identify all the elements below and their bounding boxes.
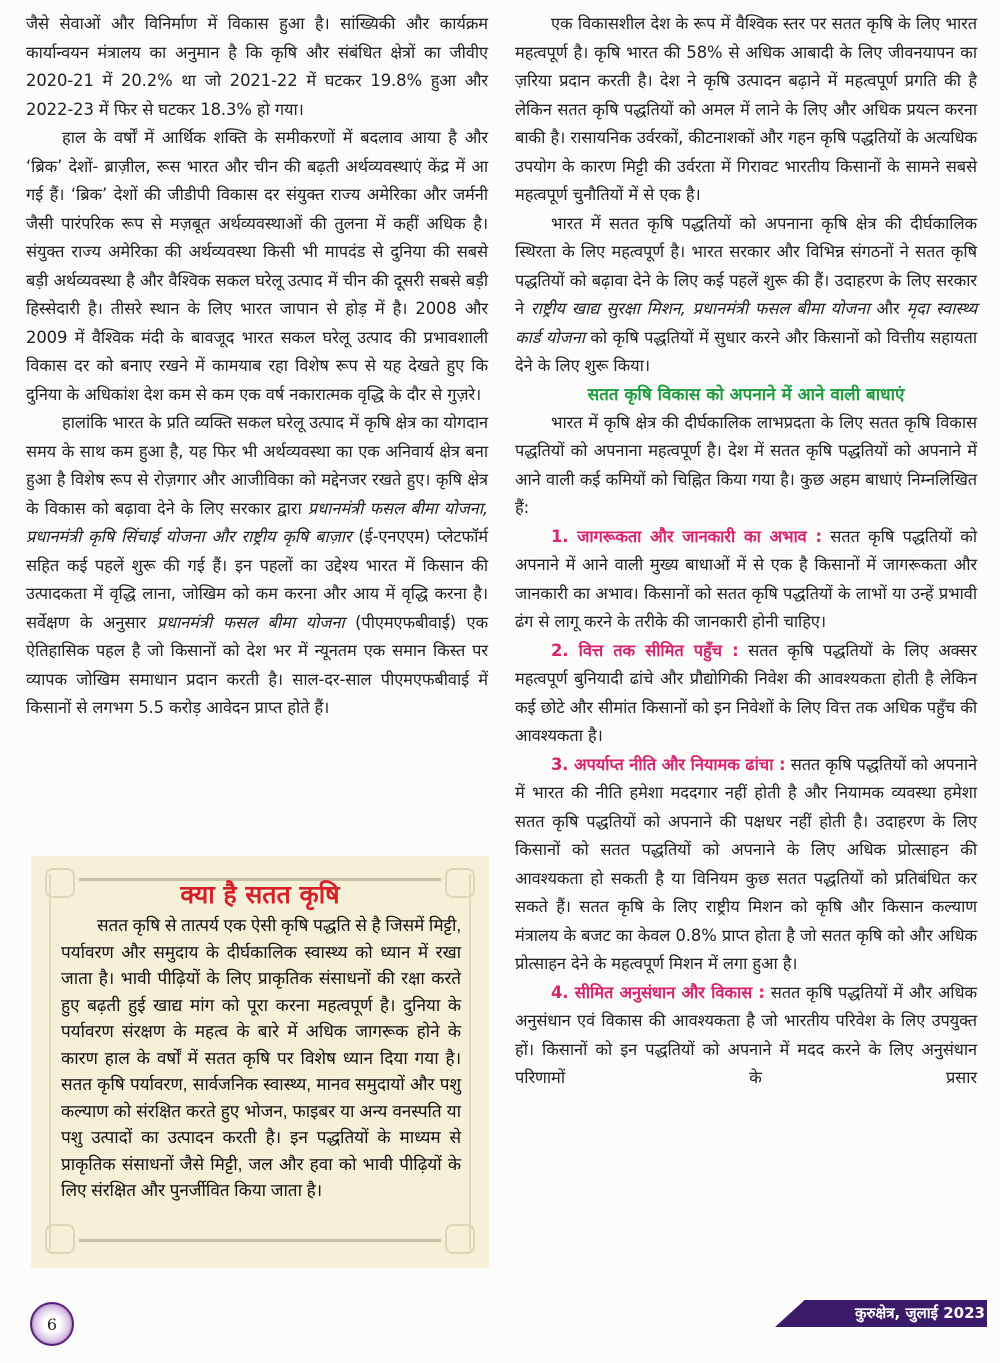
page-number-badge [30, 1302, 74, 1346]
point-heading: 4. सीमित अनुसंधान और विकास : [551, 982, 765, 1002]
point-text: सतत कृषि पद्धतियों को अपनाने में आने वाली मुख्य बाधाओं में से एक है किसानों में जागरूकता और जानकारी का अभाव। किसानों को सतत कृषि पद्धतियों के लाभों या उन्हें प्रभावी ढंग से लागू करने के तरीके की जानकारी होनी चाहिए। [515, 526, 977, 631]
box-rule-bottom [79, 1239, 441, 1242]
point-text: सतत कृषि पद्धतियों में और अधिक अनुसंधान एवं विकास की आवश्यकता है जो भारतीय परिवेश के लिए उपयुक्त हों। किसानों को इन पद्धतियों को अपनाने में मदद करने के लिए अनुसंधान परिणामों के प्रसार [515, 982, 978, 1087]
point-heading: 3. अपर्याप्त नीति और नियामक ढांचा : [551, 754, 786, 774]
paragraph: जैसे सेवाओं और विनिर्माण में विकास हुआ है। सांख्यिकी और कार्यक्रम कार्यान्वयन मंत्रालय का अनुमान है कि कृषि और संबंधित क्षेत्रों का जीवीए 2020-21 में 20.2% था जो 2021-22 में घटकर 19.8% हुआ और 2022-23 में फिर से घटकर 18.3% हो गया। [26, 14, 488, 119]
point-item [515, 979, 977, 1093]
point-text: सतत कृषि पद्धतियों को अपनाने में भारत की नीति हमेशा मददगार नहीं होती है और नियामक व्यवस्था हमेशा सतत कृषि पद्धतियों को अपनाने की पक्षधर नहीं होती है। उदाहरण के लिए किसानों को सतत पद्धतियों को अपनाने के लिए अधिक प्रोत्साहन की आवश्यकता हो सकती है या विनियम कुछ सतत पद्धतियों को प्रतिबंधित कर सकते हैं। सतत कृषि के लिए राष्ट्रीय मिशन को कृषि और किसान कल्याण मंत्रालय के बजट का केवल 0.8% प्राप्त होता है जो सतत कृषि को और अधिक प्रोत्साहन देने के महत्वपूर्ण मिशन में लगा हुआ है। [515, 754, 977, 973]
box-paragraph: सतत कृषि से तात्पर्य एक ऐसी कृषि पद्धति से है जिसमें मिट्टी, पर्यावरण और समुदाय के दीर्घकालिक स्वास्थ्य को ध्यान में रखा जाता है। भावी पीढ़ियों के लिए प्राकृतिक संसाधनों की रक्षा करते हुए बढ़ती हुई खाद्य मांग को पूरा करना महत्वपूर्ण है। दुनिया के पर्यावरण संरक्षण के महत्व के बारे में अधिक जागरूक होने के कारण हाल के वर्षों में सतत कृषि पर विशेष ध्यान दिया गया है। सतत कृषि पर्यावरण, सार्वजनिक स्वास्थ्य, मानव समुदायों और पशु कल्याण को संरक्षित करते हुए भोजन, फाइबर या अन्य वनस्पति या पशु उत्पादों का उत्पादन करती है। इन पद्धतियों के माध्यम से प्राकृतिक संसाधनों जैसे मिट्टी, जल और हवा को भावी पीढ़ियों के लिए संरक्षित और पुनर्जीवित किया जाता है। [61, 915, 461, 1200]
box-title: क्या है सतत कृषि [180, 880, 340, 909]
paragraph-text: (ई-एनएएम) प्लेटफॉर्म सहित कई पहलें शुरू की गई हैं। इन पहलों का उद्देश्य भारत में किसान की उत्पादकता में वृद्धि लाना, जोखिम को कम करना और आय में वृद्धि करना है। सर्वेक्षण के अनुसार [26, 527, 488, 632]
scheme-name: प्रधानमंत्री फसल बीमा योजना [156, 612, 345, 632]
page-number: 6 [46, 1314, 58, 1334]
point-item [515, 523, 977, 637]
scheme-names: प्रधानमंत्री फसल बीमा योजना, प्रधानमंत्री कृषि सिंचाई योजना और राष्ट्रीय कृषि बाज़ार [26, 498, 488, 546]
paragraph: हाल के वर्षों में आर्थिक शक्ति के समीकरणों में बदलाव आया है और ‘ब्रिक’ देशों- ब्राज़ील, रूस भारत और चीन की बढ़ती अर्थव्यवस्थाएं केंद्र में आ गई हैं। ‘ब्रिक’ देशों की जीडीपी विकास दर संयुक्त राज्य अमेरिका और जर्मनी जैसी पारंपरिक रूप से मज़बूत अर्थव्यवस्थाओं की तुलना में कहीं अधिक है। संयुक्त राज्य अमेरिका की अर्थव्यवस्था किसी भी मापदंड से दुनिया की सबसे बड़ी अर्थव्यवस्था है और वैश्विक सकल घरेलू उत्पाद में चीन की दूसरी सबसे बड़ी हिस्सेदारी है। तीसरे स्थान के लिए भारत जापान से होड़ में है। 2008 और 2009 में वैश्विक मंदी के बावजूद भारत सकल घरेलू उत्पाद की प्रभावशाली विकास दर को बनाए रखने में कामयाब रहा विशेष रूप से यह देखते हुए कि दुनिया के अधिकांश देश कम से कम एक वर्ष नकारात्मक वृद्धि के दौर से गुज़रे। [26, 128, 488, 404]
scheme-names: राष्ट्रीय खाद्य सुरक्षा मिशन, प्रधानमंत्री फसल बीमा योजना [530, 299, 870, 318]
scheme-name: मृदा स्वास्थ्य कार्ड योजना [515, 299, 978, 347]
info-box [31, 856, 489, 1268]
section-heading: सतत कृषि विकास को अपनाने में आने वाली बाधाएं [587, 384, 905, 405]
paragraph [26, 409, 488, 723]
paragraph: भारत में कृषि क्षेत्र की दीर्घकालिक लाभप्रदता के लिए सतत कृषि विकास पद्धतियों को अपनाना महत्वपूर्ण है। देश में सतत कृषि पद्धतियों को अपनाने में आने वाली कई कमियों को चिह्नित किया गया है। कुछ अहम बाधाएं निम्नलिखित हैं: [515, 412, 977, 517]
paragraph: एक विकासशील देश के रूप में वैश्विक स्तर पर सतत कृषि के लिए भारत महत्वपूर्ण है। कृषि भारत की 58% से अधिक आबादी के लिए जीवनयापन का ज़रिया प्रदान करती है। देश ने कृषि उत्पादन बढ़ाने में महत्वपूर्ण प्रगति की है लेकिन सतत कृषि पद्धतियों को अमल में लाने के लिए और अधिक प्रयत्न करना बाकी है। रासायनिक उर्वरकों, कीटनाशकों और गहन कृषि पद्धतियों के अत्यधिक उपयोग के कारण मिट्टी की उर्वरता में गिरावट भारतीय किसानों के सामने सबसे महत्वपूर्ण चुनौतियों में से एक है। [515, 14, 977, 204]
point-item [515, 637, 977, 751]
point-item [515, 751, 977, 979]
left-column [26, 10, 488, 723]
point-heading: 1. जागरूकता और जानकारी का अभाव : [551, 526, 822, 546]
paragraph [515, 210, 977, 381]
magazine-issue: कुरुक्षेत्र, जुलाई 2023 [855, 1304, 985, 1322]
ornament-icon [45, 1224, 75, 1254]
right-column [515, 10, 977, 1093]
ornament-icon [445, 1224, 475, 1254]
point-heading: 2. वित्त तक सीमित पहुँच : [551, 640, 739, 660]
paragraph-text: (पीएमएफबीवाई) एक ऐतिहासिक पहल है जो किसानों को देश भर में न्यूनतम एक समान किस्त पर व्यापक जोखिम समाधान प्रदान करती है। साल-दर-साल पीएमएफबीवाई में किसानों से लगभग 5.5 करोड़ आवेदन प्राप्त होते हैं। [26, 612, 488, 717]
paragraph-text: भारत में सतत कृषि पद्धतियों को अपनाना कृषि क्षेत्र की दीर्घकालिक स्थिरता के लिए महत्वपूर्ण है। भारत सरकार और विभिन्न संगठनों ने सतत कृषि पद्धतियों को बढ़ावा देने के लिए कई पहलें शुरू की हैं। उदाहरण के लिए सरकार ने [515, 213, 977, 318]
paragraph-text: और [869, 299, 907, 318]
point-text: सतत कृषि पद्धतियों के लिए अक्सर महत्वपूर्ण बुनियादी ढांचे और प्रौद्योगिकी निवेश की आवश्यकता होती है लेकिन कई छोटे और सीमांत किसानों को इन निवेशों के लिए वित्त तक अधिक पहुँच की आवश्यकता है। [515, 640, 977, 745]
paragraph-text: हालांकि भारत के प्रति व्यक्ति सकल घरेलू उत्पाद में कृषि क्षेत्र का योगदान समय के साथ कम हुआ है, यह फिर भी अर्थव्यवस्था का एक अनिवार्य क्षेत्र बना हुआ है विशेष रूप से रोज़गार और आजीविका को मद्देनजर रखते हुए। कृषि क्षेत्र के विकास को बढ़ावा देने के लिए सरकार द्वारा [26, 413, 488, 518]
paragraph-text: को कृषि पद्धतियों में सुधार करने और किसानों को वित्तीय सहायता देने के लिए शुरू किया। [515, 327, 977, 375]
